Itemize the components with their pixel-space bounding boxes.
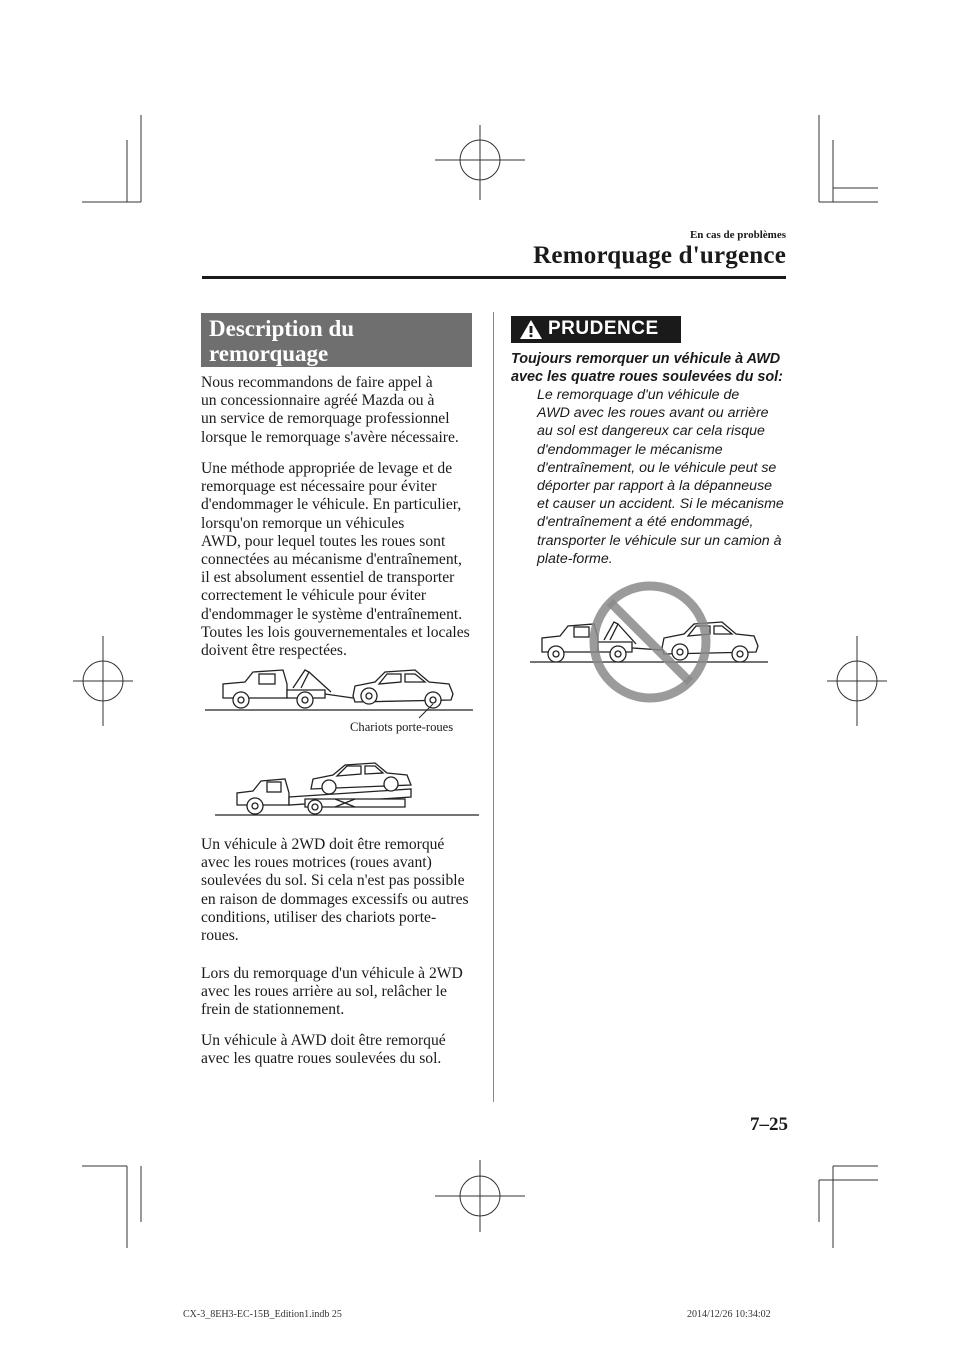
paragraph-rear-wheels	[201, 965, 481, 1020]
caution-badge	[511, 316, 681, 343]
paragraph-awd	[201, 1032, 481, 1068]
text-line: avec les roues motrices (roues avant)	[201, 854, 432, 872]
column-divider	[493, 312, 494, 1102]
text-line: Le remorquage d'un véhicule de	[537, 387, 740, 403]
page-title: Remorquage d'urgence	[533, 242, 786, 269]
page-number: 7–25	[750, 1114, 788, 1135]
footer-timestamp: 2014/12/26 10:34:02	[687, 1309, 771, 1320]
text-line: transporter le véhicule sur un camion à	[537, 532, 782, 549]
footer-filename: CX-3_8EH3-EC-15B_Edition1.indb 25	[183, 1309, 342, 1320]
text-line: avec les roues arrière au sol, relâcher le	[201, 983, 447, 1001]
text-line: Un véhicule à 2WD doit être remorqué	[201, 836, 445, 853]
text-line: AWD avec les roues avant ou arrière	[537, 405, 769, 422]
caution-body	[537, 386, 792, 568]
text-line: correctement le véhicule pour éviter	[201, 587, 427, 605]
text-line: déporter par rapport à la dépanneuse	[537, 478, 773, 495]
flatbed-truck-illustration	[215, 757, 480, 822]
text-line: plate-forme.	[537, 550, 613, 567]
text-line: d'entraînement a été endommagé,	[537, 514, 754, 531]
section-heading	[201, 313, 472, 367]
text-line: il est absolument essentiel de transporter	[201, 569, 455, 587]
text-line: d'entraînement, ou le véhicule peut se	[537, 459, 777, 476]
warning-triangle-icon	[519, 319, 543, 340]
text-line: connectées au mécanisme d'entraînement,	[201, 551, 462, 569]
text-line: Toujours remorquer un véhicule à AWD	[511, 351, 781, 367]
section-heading-line1: Description du	[209, 316, 355, 341]
text-line: remorquage est nécessaire pour éviter	[201, 478, 437, 496]
text-line: en raison de dommages excessifs ou autres	[201, 890, 469, 908]
dolly-caption: Chariots porte-roues	[350, 720, 454, 734]
text-line: Lors du remorquage d'un véhicule à 2WD	[201, 965, 463, 982]
text-line: lorsque le remorquage s'avère nécessaire.	[201, 428, 459, 446]
text-line: AWD, pour lequel toutes les roues sont	[201, 532, 446, 550]
chapter-label: En cas de problèmes	[689, 229, 786, 241]
caution-heading	[511, 350, 791, 386]
text-line: Nous recommandons de faire appel à	[201, 374, 433, 391]
text-line: lorsqu'on remorque un véhicules	[201, 514, 405, 532]
text-line: frein de stationnement.	[201, 1001, 345, 1019]
paragraph-method	[201, 460, 481, 660]
text-line: d'endommager le véhicule. En particulier,	[201, 496, 462, 514]
tow-truck-dolly-illustration	[205, 660, 475, 722]
text-line: d'endommager le système d'entraînement.	[201, 605, 463, 623]
text-line: Un véhicule à AWD doit être remorqué	[201, 1032, 446, 1049]
text-line: un service de remorquage professionnel	[201, 410, 450, 428]
text-line: soulevées du sol. Si cela n'est pas possible	[201, 872, 465, 890]
text-line: un concessionnaire agréé Mazda ou à	[201, 392, 435, 410]
text-line: Toutes les lois gouvernementales et locales	[201, 623, 470, 641]
text-line: avec les quatre roues soulevées du sol:	[511, 369, 783, 386]
header-rule	[202, 276, 786, 279]
prohibited-towing-illustration	[530, 578, 770, 708]
text-line: avec les quatre roues soulevées du sol.	[201, 1050, 442, 1068]
text-line: et causer un accident. Si le mécanisme	[537, 496, 784, 513]
paragraph-2wd	[201, 836, 481, 945]
text-line: conditions, utiliser des chariots porte-	[201, 908, 437, 926]
caution-label: PRUDENCE	[548, 318, 659, 339]
text-line: roues.	[201, 927, 239, 945]
paragraph-intro	[201, 374, 481, 447]
text-line: doivent être respectées.	[201, 642, 347, 660]
section-heading-line2: remorquage	[209, 341, 329, 366]
text-line: d'endommager le mécanisme	[537, 441, 723, 458]
registration-mark-icon	[435, 125, 525, 200]
text-line: Une méthode appropriée de levage et de	[201, 460, 453, 477]
text-line: au sol est dangereux car cela risque	[537, 423, 765, 440]
